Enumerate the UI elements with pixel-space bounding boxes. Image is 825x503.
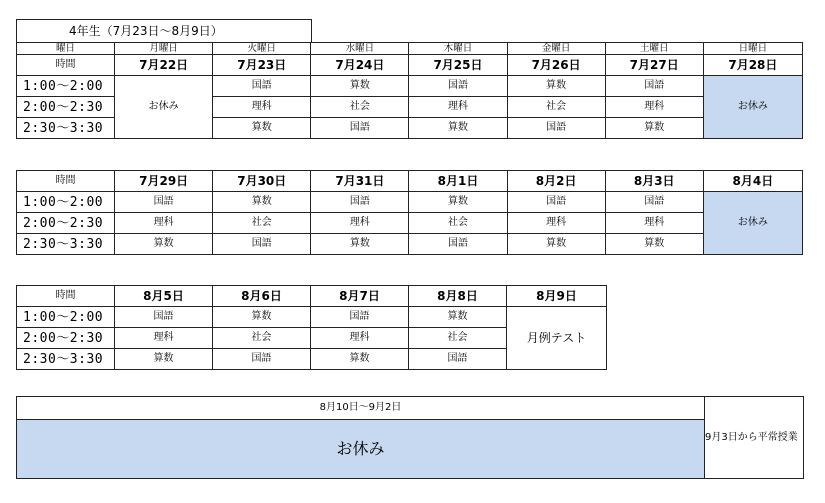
subject-cell: 算数 xyxy=(409,192,507,213)
subject-cell: 社会 xyxy=(409,328,507,349)
holiday-cell: お休み xyxy=(115,76,213,139)
date-cell: 8月8日 xyxy=(409,286,507,307)
subject-cell: 社会 xyxy=(311,97,409,118)
subject-cell: 算数 xyxy=(605,234,703,255)
subject-cell: 理科 xyxy=(213,97,311,118)
subject-cell: 国語 xyxy=(507,192,605,213)
week1-table xyxy=(16,42,803,139)
subject-cell: 理科 xyxy=(507,213,605,234)
subject-cell: 国語 xyxy=(115,192,213,213)
date-cell: 7月26日 xyxy=(507,55,605,76)
subject-cell: 理科 xyxy=(115,213,213,234)
subject-cell: 国語 xyxy=(409,234,507,255)
date-cell: 7月25日 xyxy=(409,55,507,76)
date-cell: 8月3日 xyxy=(605,171,703,192)
weekday-mon: 月曜日 xyxy=(115,43,213,55)
time-slot: 2:00〜2:30 xyxy=(17,328,115,349)
date-cell: 7月28日 xyxy=(703,55,802,76)
weekday-sun: 日曜日 xyxy=(703,43,802,55)
weekday-label: 曜日 xyxy=(17,43,115,55)
time-slot: 2:00〜2:30 xyxy=(17,213,115,234)
date-cell: 8月5日 xyxy=(115,286,213,307)
subject-cell: 算数 xyxy=(311,234,409,255)
subject-cell: 国語 xyxy=(605,76,703,97)
resume-note: 9月3日から平常授業 xyxy=(705,397,804,479)
break-holiday-cell: お休み xyxy=(17,420,705,479)
time-slot: 2:30〜3:30 xyxy=(17,234,115,255)
time-slot: 2:30〜3:30 xyxy=(17,349,115,370)
weekday-row xyxy=(17,43,803,55)
subject-cell: 国語 xyxy=(115,307,213,328)
subject-cell: 算数 xyxy=(311,349,409,370)
time-slot: 1:00〜2:00 xyxy=(17,192,115,213)
subject-cell: 算数 xyxy=(409,307,507,328)
date-row xyxy=(17,55,803,76)
time-header: 時間 xyxy=(17,286,115,307)
weekday-fri: 金曜日 xyxy=(507,43,605,55)
subject-cell: 理科 xyxy=(115,328,213,349)
subject-cell: 社会 xyxy=(507,97,605,118)
subject-cell: 国語 xyxy=(311,118,409,139)
subject-cell: 理科 xyxy=(605,97,703,118)
subject-cell: 社会 xyxy=(213,328,311,349)
date-cell: 7月30日 xyxy=(213,171,311,192)
subject-cell: 国語 xyxy=(213,349,311,370)
subject-cell: 算数 xyxy=(311,76,409,97)
subject-cell: 国語 xyxy=(605,192,703,213)
subject-cell: 国語 xyxy=(507,118,605,139)
subject-cell: 国語 xyxy=(311,192,409,213)
time-header: 時間 xyxy=(17,171,115,192)
date-cell: 8月4日 xyxy=(703,171,802,192)
schedule-row xyxy=(17,192,803,213)
date-cell: 7月27日 xyxy=(605,55,703,76)
date-row xyxy=(17,286,607,307)
holiday-cell: お休み xyxy=(703,192,802,255)
schedule-row xyxy=(17,76,803,97)
week2-table xyxy=(16,170,803,255)
weekday-wed: 水曜日 xyxy=(311,43,409,55)
weekday-sat: 土曜日 xyxy=(605,43,703,55)
weekday-thu: 木曜日 xyxy=(409,43,507,55)
date-cell: 7月23日 xyxy=(213,55,311,76)
title-box xyxy=(16,19,312,42)
schedule-row xyxy=(17,307,607,328)
subject-cell: 国語 xyxy=(311,307,409,328)
time-slot: 2:30〜3:30 xyxy=(17,118,115,139)
page-title: 4年生（7月23日〜8月9日） xyxy=(17,20,312,43)
date-cell: 8月7日 xyxy=(311,286,409,307)
date-cell: 7月31日 xyxy=(311,171,409,192)
week3-table xyxy=(16,285,607,370)
subject-cell: 国語 xyxy=(409,349,507,370)
break-period: 8月10日〜9月2日 xyxy=(17,397,705,420)
subject-cell: 算数 xyxy=(213,118,311,139)
date-cell: 7月22日 xyxy=(115,55,213,76)
time-slot: 1:00〜2:00 xyxy=(17,76,115,97)
date-cell: 8月2日 xyxy=(507,171,605,192)
monthly-test-cell: 月例テスト xyxy=(507,307,607,370)
subject-cell: 理科 xyxy=(311,213,409,234)
subject-cell: 算数 xyxy=(507,76,605,97)
subject-cell: 理科 xyxy=(311,328,409,349)
date-cell: 8月6日 xyxy=(213,286,311,307)
break-table xyxy=(16,396,804,479)
subject-cell: 社会 xyxy=(213,213,311,234)
subject-cell: 算数 xyxy=(213,192,311,213)
weekday-tue: 火曜日 xyxy=(213,43,311,55)
subject-cell: 国語 xyxy=(213,76,311,97)
time-slot: 1:00〜2:00 xyxy=(17,307,115,328)
date-row xyxy=(17,171,803,192)
date-cell: 7月24日 xyxy=(311,55,409,76)
subject-cell: 算数 xyxy=(115,234,213,255)
subject-cell: 算数 xyxy=(213,307,311,328)
subject-cell: 社会 xyxy=(409,213,507,234)
schedule-row xyxy=(17,213,803,234)
subject-cell: 算数 xyxy=(409,118,507,139)
subject-cell: 算数 xyxy=(115,349,213,370)
time-header: 時間 xyxy=(17,55,115,76)
subject-cell: 算数 xyxy=(605,118,703,139)
date-cell: 7月29日 xyxy=(115,171,213,192)
subject-cell: 理科 xyxy=(605,213,703,234)
subject-cell: 国語 xyxy=(213,234,311,255)
date-cell: 8月1日 xyxy=(409,171,507,192)
subject-cell: 算数 xyxy=(507,234,605,255)
date-cell: 8月9日 xyxy=(507,286,607,307)
subject-cell: 理科 xyxy=(409,97,507,118)
holiday-cell: お休み xyxy=(703,76,802,139)
time-slot: 2:00〜2:30 xyxy=(17,97,115,118)
subject-cell: 国語 xyxy=(409,76,507,97)
schedule-row xyxy=(17,234,803,255)
